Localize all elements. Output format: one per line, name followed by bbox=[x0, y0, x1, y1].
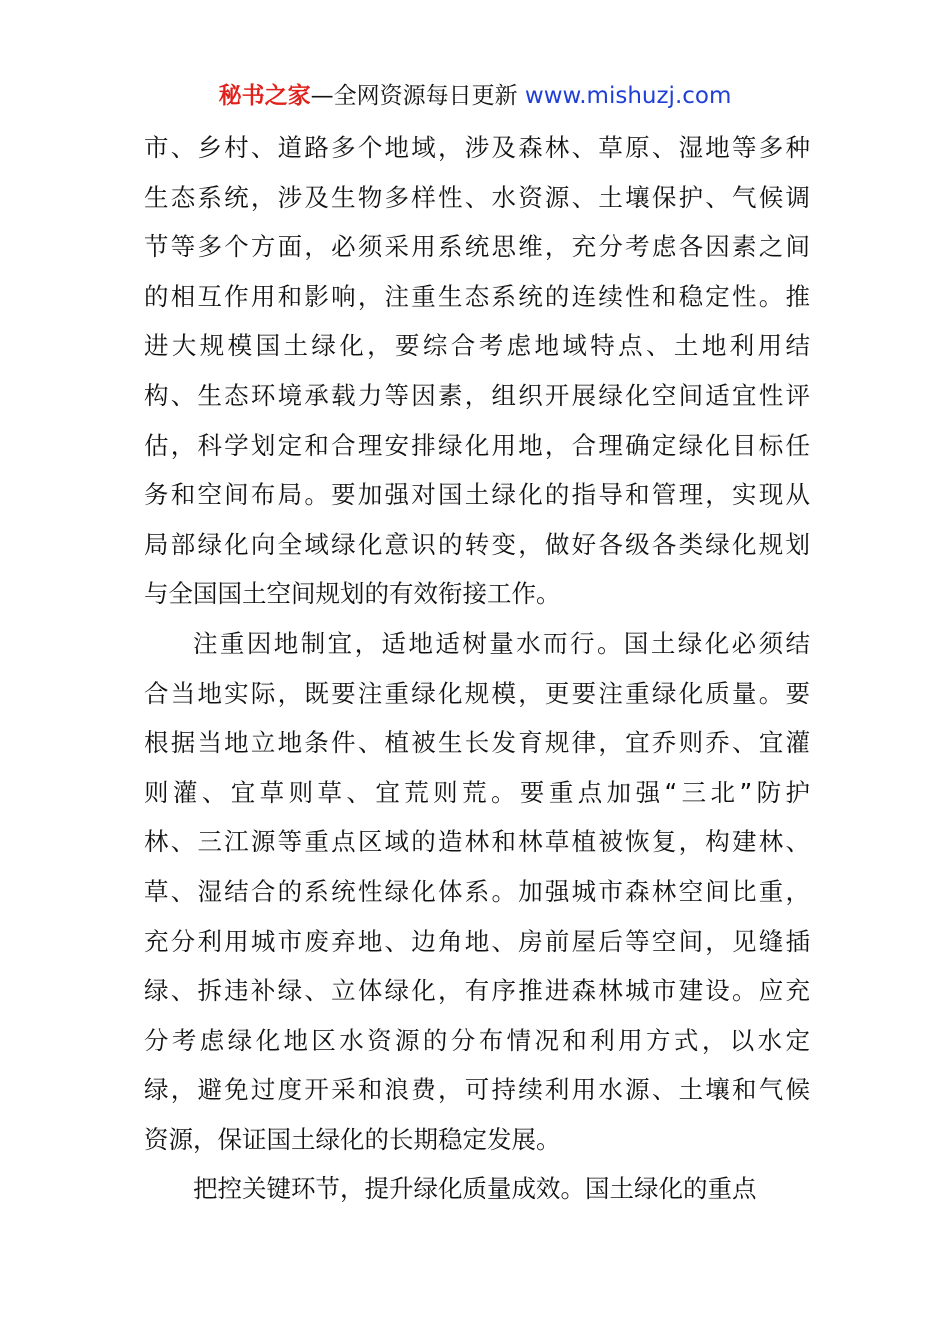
paragraph bbox=[144, 619, 810, 1165]
paragraph-line: 生态系统，涉及生物多样性、水资源、土壤保护、气候调 bbox=[144, 182, 810, 212]
paragraph-line: 局部绿化向全域绿化意识的转变，做好各级各类绿化规划 bbox=[144, 529, 810, 559]
site-url-link[interactable]: www.mishuzj.com bbox=[524, 83, 732, 109]
paragraph-line: 绿、拆违补绿、立体绿化，有序推进森林城市建设。应充 bbox=[144, 976, 810, 1006]
paragraph-line: 构、生态环境承载力等因素，组织开展绿化空间适宜性评 bbox=[144, 380, 810, 410]
paragraph-line: 进大规模国土绿化，要综合考虑地域特点、土地利用结 bbox=[144, 331, 810, 361]
paragraph-line: 的相互作用和影响，注重生态系统的连续性和稳定性。推 bbox=[144, 281, 810, 311]
paragraph bbox=[144, 123, 810, 619]
paragraph-line: 合当地实际，既要注重绿化规模，更要注重绿化质量。要 bbox=[144, 678, 810, 708]
site-header bbox=[0, 80, 950, 112]
paragraph-line: 根据当地立地条件、植被生长发育规律，宜乔则乔、宜灌 bbox=[144, 728, 810, 758]
site-tagline: —全网资源每日更新 bbox=[310, 83, 518, 109]
paragraph-line: 注重因地制宜，适地适树量水而行。国土绿化必须结 bbox=[193, 628, 810, 658]
paragraph-line: 草、湿结合的系统性绿化体系。加强城市森林空间比重， bbox=[144, 876, 810, 906]
paragraph-line: 资源，保证国土绿化的长期稳定发展。 bbox=[144, 1124, 561, 1154]
paragraph-line: 估，科学划定和合理安排绿化用地，合理确定绿化目标任 bbox=[144, 430, 810, 460]
paragraph-line: 分考虑绿化地区水资源的分布情况和利用方式，以水定 bbox=[144, 1025, 810, 1055]
paragraph-line: 绿，避免过度开采和浪费，可持续利用水源、土壤和气候 bbox=[144, 1075, 810, 1105]
paragraph-line: 节等多个方面，必须采用系统思维，充分考虑各因素之间 bbox=[144, 232, 810, 262]
paragraph bbox=[144, 1164, 810, 1214]
paragraph-line: 则灌、宜草则草、宜荒则荒。要重点加强“三北”防护 bbox=[144, 777, 810, 807]
paragraph-line: 务和空间布局。要加强对国土绿化的指导和管理，实现从 bbox=[144, 480, 810, 510]
paragraph-line: 充分利用城市废弃地、边角地、房前屋后等空间，见缝插 bbox=[144, 926, 810, 956]
paragraph-line: 与全国国土空间规划的有效衔接工作。 bbox=[144, 579, 561, 609]
paragraph-line: 林、三江源等重点区域的造林和林草植被恢复，构建林、 bbox=[144, 827, 810, 857]
document-body bbox=[144, 123, 810, 1214]
paragraph-line: 市、乡村、道路多个地域，涉及森林、草原、湿地等多种 bbox=[144, 133, 810, 162]
paragraph-line: 把控关键环节，提升绿化质量成效。国土绿化的重点 bbox=[193, 1174, 757, 1204]
site-brand: 秘书之家 bbox=[218, 83, 311, 109]
